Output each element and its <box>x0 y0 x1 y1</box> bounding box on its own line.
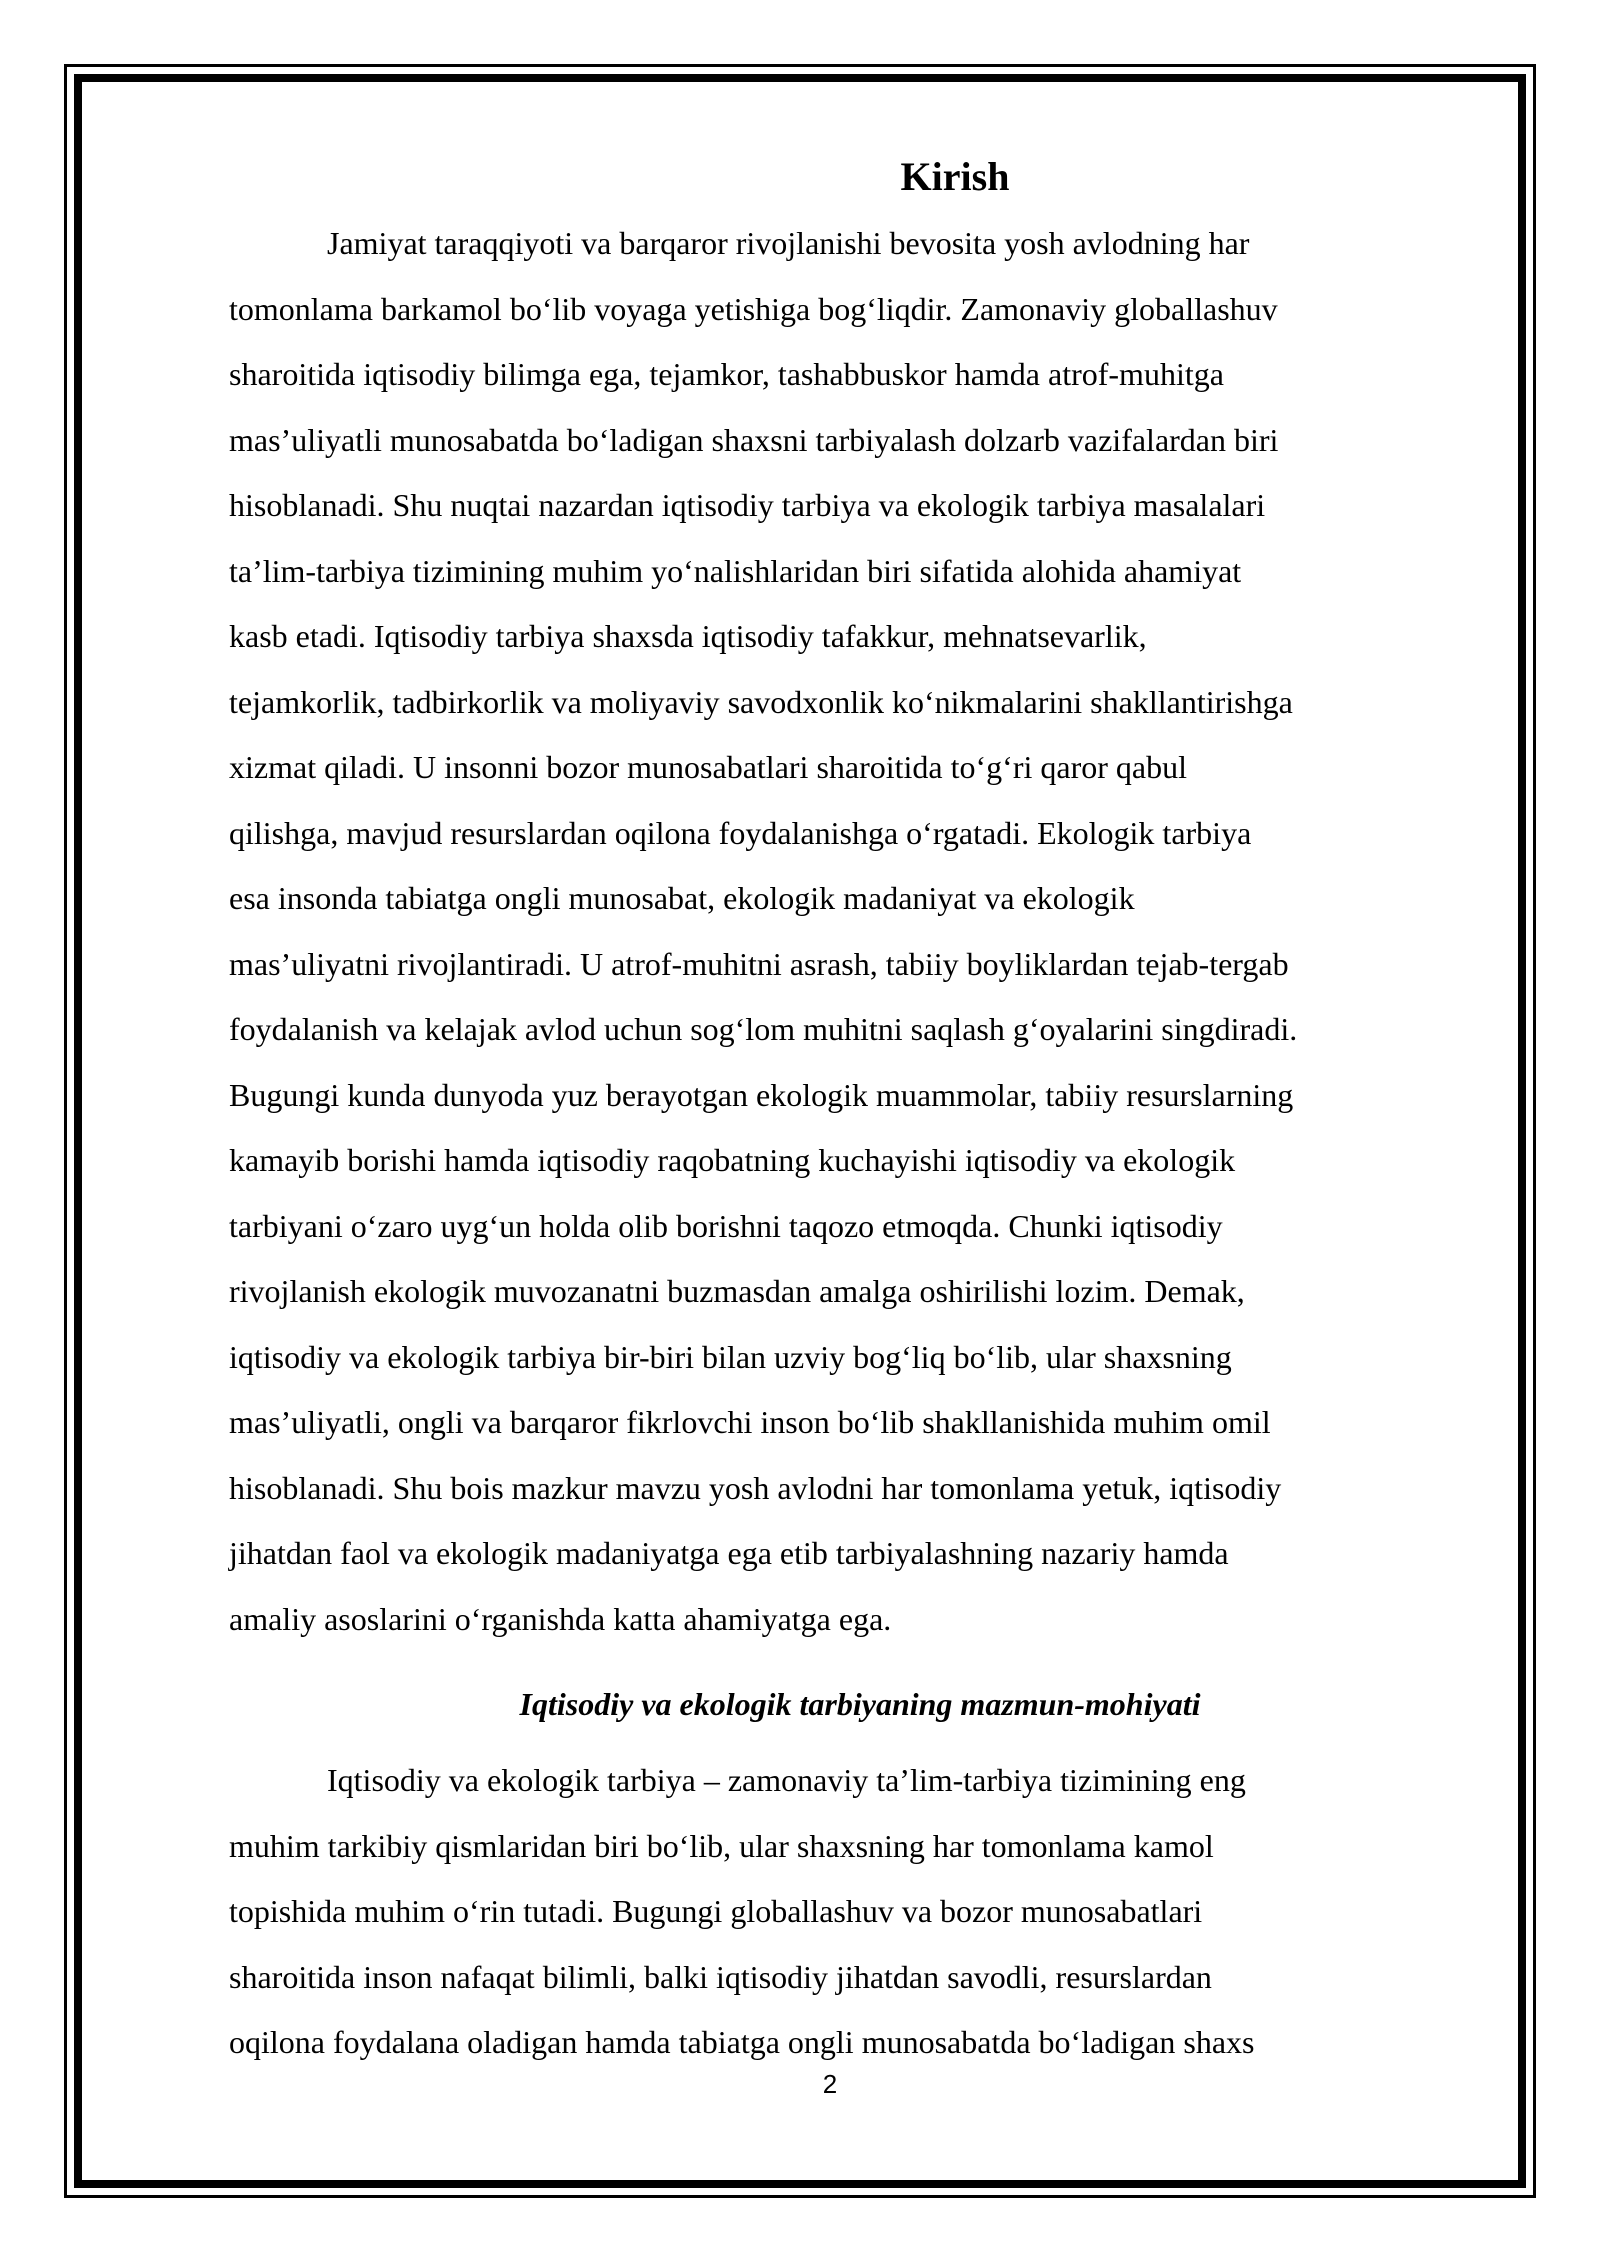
text-line: hisoblanadi. Shu bois mazkur mavzu yosh avlodni har tomonlama yetuk, iqtisodiy <box>229 1469 1282 1506</box>
text-line: tarbiyani o‘zaro uyg‘un holda olib borishni taqozo etmoqda. Chunki iqtisodiy <box>229 1207 1223 1244</box>
text-line: xizmat qiladi. U insonni bozor munosabatlari sharoitida to‘g‘ri qaror qabul <box>229 749 1187 785</box>
text-line: amaliy asoslarini o‘rganishda katta ahamiyatga ega. <box>229 1600 892 1637</box>
text-line: foydalanish va kelajak avlod uchun sog‘lom muhitni saqlash g‘oyalarini singdiradi. <box>229 1011 1298 1047</box>
intro-paragraph <box>229 211 1491 1652</box>
text-line: sharoitida iqtisodiy bilimga ega, tejamkor, tashabbuskor hamda atrof-muhitga <box>229 356 1224 392</box>
text-line: ta’lim-tarbiya tizimining muhim yo‘nalishlaridan biri sifatida alohida ahamiyat <box>229 552 1242 589</box>
text-line: muhim tarkibiy qismlaridan biri bo‘lib, ular shaxsning har tomonlama kamol <box>229 1827 1214 1864</box>
text-line: rivojlanish ekologik muvozanatni buzmasdan amalga oshirilishi lozim. Demak, <box>229 1273 1245 1309</box>
text-line: esa insonda tabiatga ongli munosabat, ekologik madaniyat va ekologik <box>229 880 1135 916</box>
text-line: kasb etadi. Iqtisodiy tarbiya shaxsda iqtisodiy tafakkur, mehnatsevarlik, <box>229 618 1147 654</box>
text-line: tejamkorlik, tadbirkorlik va moliyaviy savodxonlik ko‘nikmalarini shakllantirishga <box>229 683 1293 720</box>
section-paragraph <box>229 1748 1491 2076</box>
section-heading: Iqtisodiy va ekologik tarbiyaning mazmun-mohiyati <box>519 1686 1201 1722</box>
text-line: mas’uliyatli, ongli va barqaror fikrlovchi inson bo‘lib shakllanishida muhim omil <box>229 1404 1271 1440</box>
text-line: kamayib borishi hamda iqtisodiy raqobatning kuchayishi iqtisodiy va ekologik <box>229 1142 1236 1178</box>
page-number: 2 <box>822 2069 838 2099</box>
text-line: qilishga, mavjud resurslardan oqilona foydalanishga o‘rgatadi. Ekologik tarbiya <box>229 814 1252 851</box>
text-line: mas’uliyatli munosabatda bo‘ladigan shaxsni tarbiyalash dolzarb vazifalardan biri <box>229 421 1279 458</box>
text-line: Iqtisodiy va ekologik tarbiya – zamonaviy ta’lim-tarbiya tizimining eng <box>327 1762 1246 1798</box>
text-line: jihatdan faol va ekologik madaniyatga ega etib tarbiyalashning nazariy hamda <box>229 1535 1229 1571</box>
text-line: tomonlama barkamol bo‘lib voyaga yetishiga bog‘liqdir. Zamonaviy globallashuv <box>229 290 1278 327</box>
text-line: iqtisodiy va ekologik tarbiya bir-biri bilan uzviy bog‘liq bo‘lib, ular shaxsning <box>229 1338 1232 1375</box>
text-line: oqilona foydalana oladigan hamda tabiatga ongli munosabatda bo‘ladigan shaxs <box>229 2024 1255 2060</box>
text-line: Bugungi kunda dunyoda yuz berayotgan ekologik muammolar, tabiiy resurslarning <box>229 1076 1294 1113</box>
text-line: hisoblanadi. Shu nuqtai nazardan iqtisodiy tarbiya va ekologik tarbiya masalalari <box>229 487 1266 523</box>
page-content <box>229 145 1491 2076</box>
text-line: Jamiyat taraqqiyoti va barqaror rivojlanishi bevosita yosh avlodning har <box>327 225 1250 261</box>
text-line: mas’uliyatni rivojlantiradi. U atrof-muhitni asrash, tabiiy boyliklardan tejab-tergab <box>229 945 1289 982</box>
text-line: sharoitida inson nafaqat bilimli, balki iqtisodiy jihatdan savodli, resurslardan <box>229 1958 1212 1995</box>
text-line: topishida muhim o‘rin tutadi. Bugungi globallashuv va bozor munosabatlari <box>229 1893 1203 1929</box>
page-title: Kirish <box>900 154 1010 199</box>
